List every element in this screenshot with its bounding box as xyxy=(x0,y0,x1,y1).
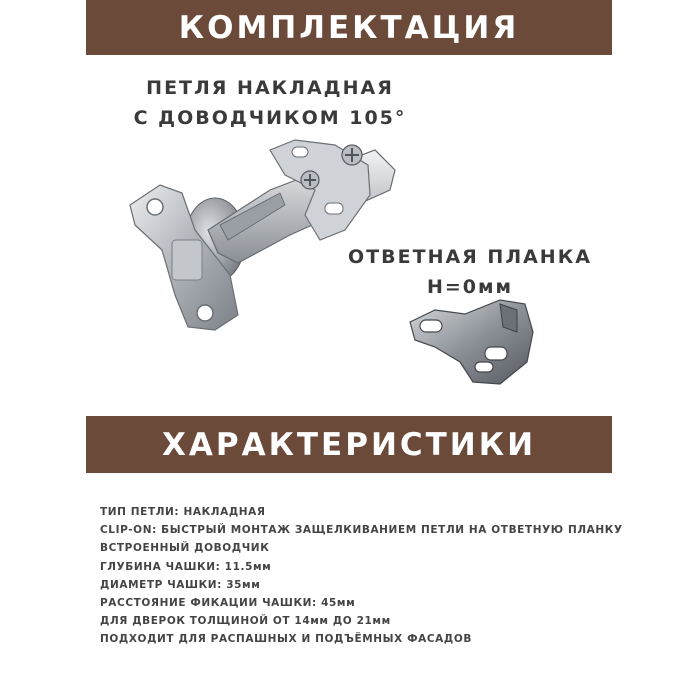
mounting-plate-image xyxy=(405,292,555,392)
spec-item: CLIP-ON: БЫСТРЫЙ МОНТАЖ ЗАЩЕЛКИВАНИЕМ ПЕТЛИ НА ОТВЕТНУЮ ПЛАНКУ xyxy=(100,524,623,537)
header-banner xyxy=(86,0,612,55)
hinge-caption-line1: ПЕТЛЯ НАКЛАДНАЯ xyxy=(146,77,394,99)
hinge-caption-line2: С ДОВОДЧИКОМ 105° xyxy=(133,107,407,129)
hinge-image xyxy=(120,135,420,340)
plate-caption-line2: Н=0мм xyxy=(426,276,514,298)
characteristics-banner xyxy=(86,416,612,473)
spec-item: ВСТРОЕННЫЙ ДОВОДЧИК xyxy=(100,542,270,555)
characteristics-title: ХАРАКТЕРИСТИКИ xyxy=(161,426,537,463)
spec-item: ДЛЯ ДВЕРОК ТОЛЩИНОЙ ОТ 14мм ДО 21мм xyxy=(100,615,391,628)
header-title: КОМПЛЕКТАЦИЯ xyxy=(178,9,520,46)
spec-item: ДИАМЕТР ЧАШКИ: 35мм xyxy=(100,578,261,591)
spec-item: ПОДХОДИТ ДЛЯ РАСПАШНЫХ И ПОДЪЁМНЫХ ФАСАДОВ xyxy=(100,633,472,646)
specs-list xyxy=(100,503,660,649)
plate-caption-line1: ОТВЕТНАЯ ПЛАНКА xyxy=(348,246,592,268)
hinge-caption xyxy=(120,73,420,133)
spec-item: ТИП ПЕТЛИ: НАКЛАДНАЯ xyxy=(100,506,266,518)
spec-item: РАССТОЯНИЕ ФИКАЦИИ ЧАШКИ: 45мм xyxy=(100,597,356,610)
spec-item: ГЛУБИНА ЧАШКИ: 11.5мм xyxy=(100,560,272,573)
